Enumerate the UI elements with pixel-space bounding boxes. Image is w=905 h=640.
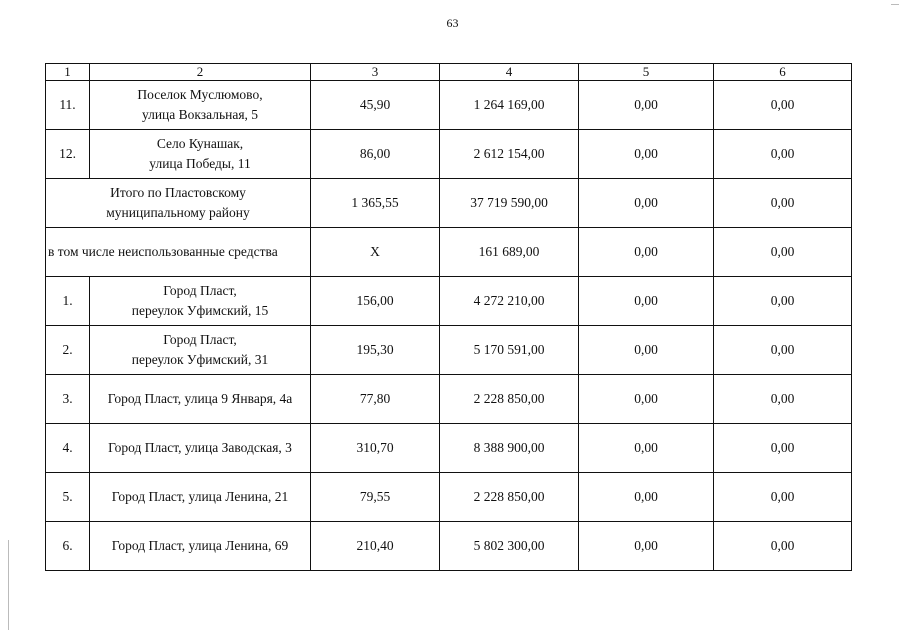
object-name-cell (46, 179, 311, 228)
column-header-4: 4 (440, 64, 579, 81)
value-cell-c5: 0,00 (579, 130, 714, 179)
value-cell-c5: 0,00 (579, 179, 714, 228)
object-name-cell: в том числе неиспользованные средства (46, 228, 311, 277)
object-name-line: переулок Уфимский, 15 (131, 303, 269, 318)
scan-edge-mark (8, 540, 9, 630)
value-cell-c3: 210,40 (311, 522, 440, 571)
table-header-row (46, 64, 852, 81)
value-cell-c5: 0,00 (579, 228, 714, 277)
value-cell-c4: 161 689,00 (440, 228, 579, 277)
object-name-cell (90, 326, 311, 375)
value-cell-c6: 0,00 (714, 179, 852, 228)
column-header-5: 5 (579, 64, 714, 81)
table-row (46, 326, 852, 375)
object-name-line: муниципальному району (106, 205, 250, 220)
row-number-cell: 3. (46, 375, 90, 424)
object-name-cell (90, 81, 311, 130)
value-cell-c6: 0,00 (714, 130, 852, 179)
table-row (46, 375, 852, 424)
object-name-line: Село Кунашак, (156, 136, 244, 151)
value-cell-c5: 0,00 (579, 81, 714, 130)
value-cell-c4: 2 228 850,00 (440, 473, 579, 522)
value-cell-c5: 0,00 (579, 473, 714, 522)
table-row (46, 277, 852, 326)
object-name-line: улица Вокзальная, 5 (141, 107, 259, 122)
value-cell-c6: 0,00 (714, 375, 852, 424)
value-cell-c3: 86,00 (311, 130, 440, 179)
value-cell-c4: 1 264 169,00 (440, 81, 579, 130)
column-header-2: 2 (90, 64, 311, 81)
value-cell-c4: 2 228 850,00 (440, 375, 579, 424)
value-cell-c3: 45,90 (311, 81, 440, 130)
value-cell-c3: 156,00 (311, 277, 440, 326)
value-cell-c6: 0,00 (714, 277, 852, 326)
value-cell-c3: 310,70 (311, 424, 440, 473)
row-number-cell: 6. (46, 522, 90, 571)
value-cell-c3: 77,80 (311, 375, 440, 424)
value-cell-c6: 0,00 (714, 473, 852, 522)
row-number-cell: 2. (46, 326, 90, 375)
object-name-cell: Город Пласт, улица Ленина, 21 (90, 473, 311, 522)
value-cell-c5: 0,00 (579, 424, 714, 473)
row-number-cell: 1. (46, 277, 90, 326)
value-cell-c4: 37 719 590,00 (440, 179, 579, 228)
budget-table (45, 63, 852, 571)
value-cell-c6: 0,00 (714, 326, 852, 375)
object-name-cell (90, 277, 311, 326)
value-cell-c4: 5 170 591,00 (440, 326, 579, 375)
table-row (46, 473, 852, 522)
object-name-cell: Город Пласт, улица Ленина, 69 (90, 522, 311, 571)
value-cell-c3: 1 365,55 (311, 179, 440, 228)
value-cell-c5: 0,00 (579, 522, 714, 571)
table-row (46, 81, 852, 130)
page-number: 63 (446, 16, 459, 30)
value-cell-c5: 0,00 (579, 326, 714, 375)
column-header-3: 3 (311, 64, 440, 81)
object-name-cell: Город Пласт, улица 9 Января, 4а (90, 375, 311, 424)
table-row (46, 130, 852, 179)
column-header-1: 1 (46, 64, 90, 81)
row-number-cell: 11. (46, 81, 90, 130)
value-cell-c6: 0,00 (714, 522, 852, 571)
value-cell-c6: 0,00 (714, 424, 852, 473)
table-row (46, 179, 852, 228)
value-cell-c3: X (311, 228, 440, 277)
value-cell-c3: 79,55 (311, 473, 440, 522)
object-name-cell (90, 130, 311, 179)
scan-corner-mark (891, 4, 899, 5)
object-name-line: Город Пласт, (163, 332, 237, 347)
object-name-line: переулок Уфимский, 31 (131, 352, 269, 367)
value-cell-c6: 0,00 (714, 81, 852, 130)
object-name-line: Город Пласт, (163, 283, 237, 298)
value-cell-c3: 195,30 (311, 326, 440, 375)
object-name-line: Поселок Муслюмово, (137, 87, 263, 102)
value-cell-c5: 0,00 (579, 277, 714, 326)
row-number-cell: 12. (46, 130, 90, 179)
value-cell-c6: 0,00 (714, 228, 852, 277)
table-row (46, 424, 852, 473)
object-name-line: Итого по Пластовскому (110, 185, 246, 200)
row-number-cell: 4. (46, 424, 90, 473)
value-cell-c4: 2 612 154,00 (440, 130, 579, 179)
value-cell-c4: 5 802 300,00 (440, 522, 579, 571)
value-cell-c4: 4 272 210,00 (440, 277, 579, 326)
object-name-line: улица Победы, 11 (149, 156, 251, 171)
value-cell-c4: 8 388 900,00 (440, 424, 579, 473)
row-number-cell: 5. (46, 473, 90, 522)
table-row (46, 228, 852, 277)
object-name-cell: Город Пласт, улица Заводская, 3 (90, 424, 311, 473)
value-cell-c5: 0,00 (579, 375, 714, 424)
column-header-6: 6 (714, 64, 852, 81)
table-row (46, 522, 852, 571)
